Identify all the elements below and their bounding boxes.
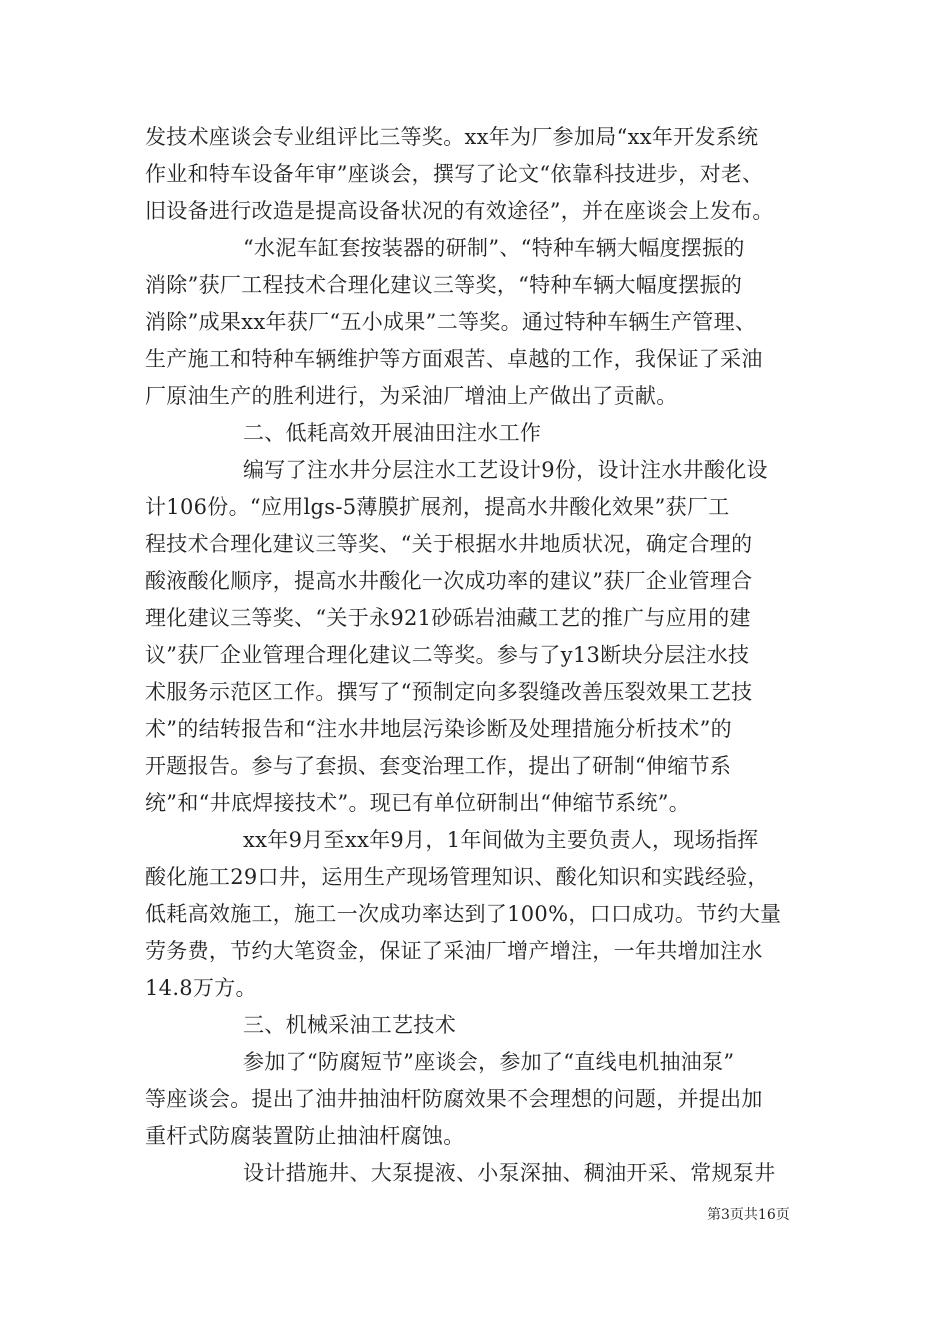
paragraph-start-line: 编写了注水井分层注水工艺设计9份，设计注水井酸化设 (243, 458, 768, 482)
text-line: 术服务示范区工作。撰写了“预制定向多裂缝改善压裂效果工艺技 (145, 680, 753, 704)
text-line: 生产施工和特种车辆维护等方面艰苦、卓越的工作，我保证了采油 (145, 347, 763, 371)
text-line: 厂原油生产的胜利进行，为采油厂增油上产做出了贡献。 (145, 384, 678, 408)
text-line: 重杆式防腐装置防止抽油杆腐蚀。 (145, 1124, 465, 1148)
text-line: 程技术合理化建议三等奖、“关于根据水井地质状况，确定合理的 (145, 532, 753, 556)
page-number-footer: 第3页共16页 (707, 1207, 790, 1223)
text-line: 消除”成果xx年获厂“五小成果”二等奖。通过特种车辆生产管理、 (145, 310, 757, 334)
paragraph-start-line: 参加了“防腐短节”座谈会，参加了“直线电机抽油泵” (243, 1050, 735, 1074)
paragraph-start-line: xx年9月至xx年9月，1年间做为主要负责人，现场指挥 (243, 828, 759, 852)
text-line: 开题报告。参与了套损、套变治理工作，提出了研制“伸缩节系 (145, 754, 732, 778)
text-line: 计106份。“应用lgs-5薄膜扩展剂，提高水井酸化效果”获厂工 (145, 495, 730, 519)
text-line: 术”的结转报告和“注水井地层污染诊断及处理措施分析技术”的 (145, 717, 732, 741)
text-line: 旧设备进行改造是提高设备状况的有效途径”，并在座谈会上发布。 (145, 199, 774, 223)
text-line: 酸液酸化顺序，提高水井酸化一次成功率的建议”获厂企业管理合 (145, 569, 753, 593)
text-line: 消除”获厂工程技术合理化建议三等奖，“特种车辆大幅度摆振的 (145, 273, 743, 297)
text-line: 统”和“井底焊接技术”。现已有单位研制出“伸缩节系统”。 (145, 791, 691, 815)
paragraph-start-line: “水泥车缸套按装器的研制”、“特种车辆大幅度摆振的 (243, 236, 745, 260)
section-heading: 三、机械采油工艺技术 (243, 1013, 456, 1037)
text-line: 酸化施工29口井，运用生产现场管理知识、酸化知识和实践经验， (145, 865, 769, 889)
paragraph-start-line: 设计措施井、大泵提液、小泵深抽、稠油开采、常规泵井 (243, 1161, 776, 1185)
text-line: 低耗高效施工，施工一次成功率达到了100%，口口成功。节约大量 (145, 902, 782, 926)
text-line: 发技术座谈会专业组评比三等奖。xx年为厂参加局“xx年开发系统 (145, 125, 759, 149)
text-line: 劳务费，节约大笔资金，保证了采油厂增产增注，一年共增加注水 (145, 939, 763, 963)
text-line: 议”获厂企业管理合理化建议二等奖。参与了y13断块分层注水技 (145, 643, 750, 667)
text-line: 作业和特车设备年审”座谈会，撰写了论文“依靠科技进步，对老、 (145, 162, 764, 186)
text-line: 等座谈会。提出了油井抽油杆防腐效果不会理想的问题，并提出加 (145, 1087, 763, 1111)
text-line: 理化建议三等奖、“关于永921砂砾岩油藏工艺的推广与应用的建 (145, 606, 751, 630)
section-heading: 二、低耗高效开展油田注水工作 (243, 421, 542, 445)
text-line: 14.8万方。 (145, 976, 257, 1000)
